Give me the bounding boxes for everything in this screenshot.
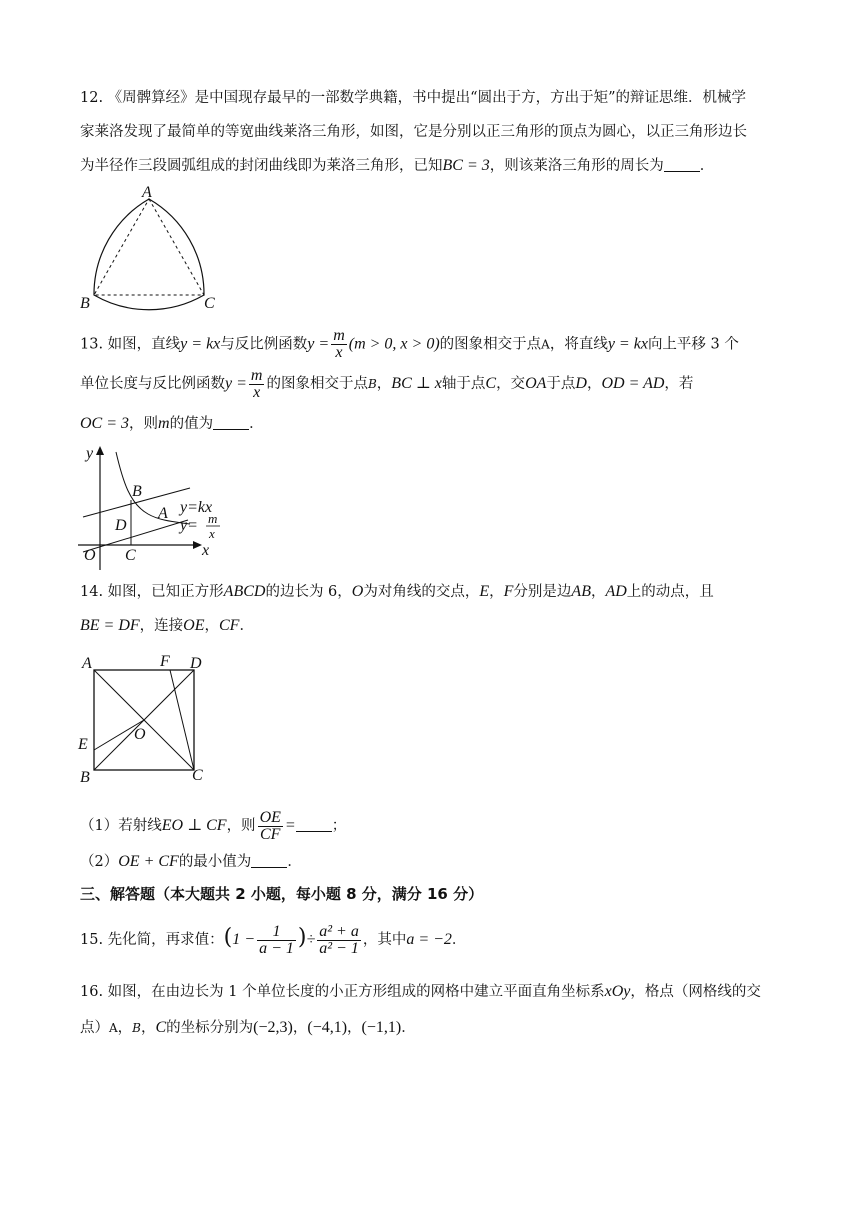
text: ，则	[129, 416, 159, 432]
label-B: B	[132, 483, 142, 500]
label-D: D	[115, 517, 127, 534]
text: ，	[590, 584, 606, 600]
math: ÷	[306, 931, 316, 948]
text: 的图象相交于点	[266, 376, 368, 392]
text: 的最小值为	[178, 854, 252, 870]
fraction-m-over-x	[249, 368, 265, 401]
text: （1）若射线	[80, 818, 162, 834]
x-axis-label: x	[202, 542, 210, 559]
text: 的值为	[169, 416, 214, 432]
denominator: x	[253, 383, 261, 401]
math: (m > 0, x > 0)	[348, 335, 440, 353]
q14-line2	[80, 614, 785, 638]
q12-line2: 家莱洛发现了最简单的等宽曲线莱洛三角形，如图，它是分别以正三角形的顶点为圆心，以正三角形边长	[80, 124, 747, 140]
text: A	[109, 1021, 118, 1035]
numerator: 1	[257, 924, 296, 941]
math: y =	[225, 375, 247, 392]
text: 单位长度与反比例函数	[80, 376, 225, 392]
label-y-kx: y=kx	[180, 499, 213, 516]
math: OD = AD	[601, 375, 665, 392]
answer-blank	[664, 157, 700, 172]
text: ．	[401, 1020, 416, 1036]
label-C: C	[125, 547, 136, 564]
text: ，	[141, 1020, 156, 1036]
math: CF	[219, 617, 240, 634]
section-heading: 三、解答题（本大题共 2 小题，每小题 8 分，满分 16 分）	[80, 885, 484, 903]
label-y-eq: y=	[180, 517, 198, 534]
function-graph-figure	[78, 442, 238, 572]
text: 15. 先化简，再求值：	[80, 932, 224, 948]
text: ．	[451, 932, 467, 948]
text: 轴于点	[441, 376, 486, 392]
text: 14. 如图，已知正方形	[80, 584, 224, 600]
label-x-denominator: x	[209, 526, 215, 541]
math: y = kx	[607, 335, 648, 353]
text: ，连接	[139, 618, 184, 634]
text: ，	[292, 1020, 308, 1036]
label-F: F	[160, 653, 170, 670]
math: EO ⊥ CF	[161, 817, 227, 834]
q14-part2	[80, 850, 785, 874]
text: （2）	[80, 854, 119, 870]
math: =	[284, 817, 296, 834]
text: 16. 如图，在由边长为 1 个单位长度的小正方形组成的网格中建立平面直角坐标系	[80, 984, 605, 1000]
paren-close: )	[297, 925, 307, 950]
q12-bc-math: BC = 3	[442, 157, 490, 174]
text: ，	[347, 1020, 362, 1036]
math: OE + CF	[118, 853, 179, 870]
text: 为对角线的交点，	[363, 584, 480, 600]
text: 点）	[80, 1020, 109, 1036]
square-figure	[78, 650, 218, 790]
math: (−2,3)	[253, 1019, 293, 1036]
text: ，	[489, 584, 504, 600]
fraction-oe-over-cf	[258, 810, 283, 843]
label-A: A	[142, 184, 152, 201]
denominator: a² − 1	[319, 939, 359, 957]
q12-period: ．	[699, 158, 715, 174]
answer-blank	[251, 853, 287, 868]
q12-line3	[80, 154, 785, 178]
text: ．	[287, 854, 302, 870]
fraction-m-over-x	[331, 328, 347, 361]
label-B: B	[80, 295, 90, 312]
math: O	[351, 583, 364, 600]
label-O: O	[134, 726, 146, 743]
answer-blank	[213, 415, 249, 430]
label-C: C	[192, 767, 203, 784]
numerator: OE	[259, 808, 281, 826]
math: OC = 3	[80, 415, 130, 432]
label-D: D	[190, 655, 202, 672]
math: BC ⊥ x	[391, 375, 442, 392]
text: A	[541, 337, 550, 352]
math: AD	[605, 583, 627, 600]
numerator: m	[333, 327, 345, 344]
q16-line2	[80, 1016, 785, 1040]
q12-text: 为半径作三段圆弧组成的封闭曲线即为莱洛三角形，已知	[80, 158, 443, 174]
text: 13. 如图，直线	[80, 336, 181, 353]
math: (−1,1)	[361, 1019, 402, 1036]
text: ，	[204, 618, 219, 634]
text: 与反比例函数	[220, 336, 308, 353]
q13-line1	[80, 327, 785, 361]
label-B: B	[80, 769, 90, 786]
label-A: A	[82, 655, 92, 672]
y-axis-label: y	[86, 445, 94, 462]
label-E: E	[78, 736, 88, 753]
text: ，	[586, 376, 602, 392]
text: B	[367, 377, 377, 391]
math: ABCD	[223, 583, 266, 600]
text: ，格点（网格线的交	[630, 984, 761, 1000]
text: ，则	[226, 818, 256, 834]
text: ，交	[496, 376, 526, 392]
math: a = −2	[406, 931, 452, 948]
text: 的图象相交于点	[439, 336, 542, 353]
math: E	[479, 583, 490, 600]
math: y =	[307, 335, 330, 353]
text: ，将直线	[549, 336, 608, 353]
text: ；	[331, 818, 347, 834]
text: ，其中	[362, 932, 407, 948]
text: ，若	[664, 376, 694, 392]
q12-line1: 12. 《周髀算经》是中国现存最早的一部数学典籍，书中提出“圆出于方，方出于矩”的辩证思维．机械学	[80, 90, 746, 106]
text: 的坐标分别为	[166, 1020, 254, 1036]
q13-line3	[80, 412, 785, 436]
denominator: a − 1	[259, 939, 294, 957]
numerator: a² + a	[319, 922, 359, 940]
math: m	[158, 415, 170, 432]
text: 向上平移 3 个	[647, 336, 739, 353]
q12-text2: ，则该莱洛三角形的周长为	[489, 158, 664, 174]
q13-line2	[80, 366, 785, 402]
math: D	[575, 375, 587, 392]
denominator: CF	[260, 825, 281, 843]
math: OA	[525, 375, 547, 392]
math: F	[503, 583, 514, 600]
text: ．	[249, 416, 264, 432]
denominator: x	[335, 344, 343, 361]
math: BE = DF	[80, 617, 140, 634]
text: 分别是边	[513, 584, 572, 600]
q14-part1	[80, 806, 785, 846]
math: 1 −	[232, 931, 256, 948]
text: ，	[376, 376, 392, 392]
label-A: A	[158, 505, 168, 522]
math: xOy	[604, 983, 631, 1000]
text: 于点	[546, 376, 576, 392]
paren-open: (	[223, 925, 233, 950]
fraction-1-over-a-minus-1	[257, 924, 296, 957]
text: 的边长为 6，	[265, 584, 352, 600]
math: C	[485, 375, 497, 392]
label-C: C	[204, 295, 215, 312]
reuleaux-triangle-figure	[80, 180, 230, 315]
text: 上的动点，且	[626, 584, 714, 600]
q14-line1	[80, 580, 785, 604]
numerator: m	[250, 366, 263, 384]
text: B	[132, 1021, 141, 1035]
math: OE	[183, 617, 205, 634]
answer-blank	[296, 817, 332, 832]
text: ，	[117, 1020, 133, 1036]
q15-line	[80, 918, 785, 958]
label-m: m	[208, 511, 218, 526]
q16-line1	[80, 980, 785, 1004]
math: AB	[571, 583, 591, 600]
math: C	[155, 1019, 167, 1036]
math: y = kx	[180, 335, 221, 353]
label-O: O	[84, 547, 96, 564]
math: (−4,1)	[307, 1019, 348, 1036]
fraction-a2a-over-a2-1	[317, 924, 361, 957]
text: ．	[239, 618, 254, 634]
